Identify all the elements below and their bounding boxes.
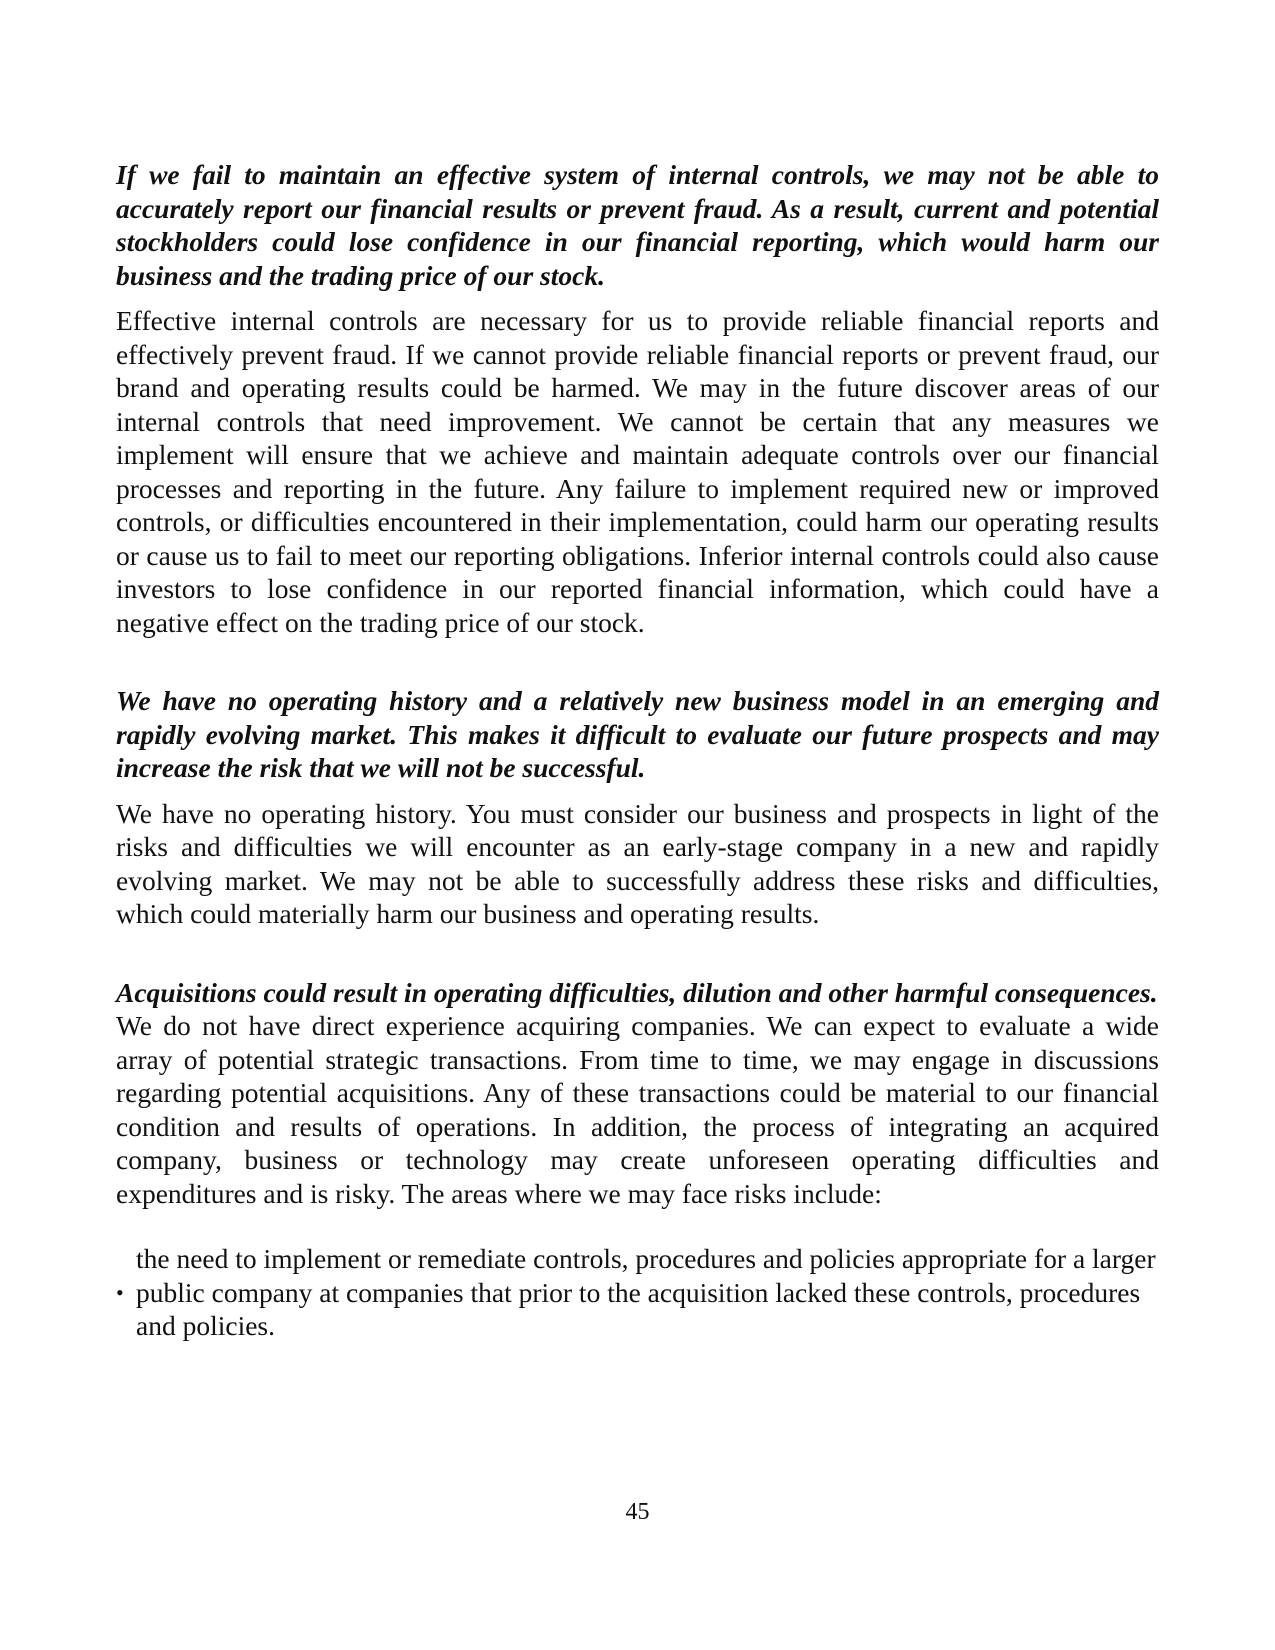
list-item xyxy=(116,1242,1159,1343)
page-number: 45 xyxy=(625,1499,650,1525)
section-heading: We have no operating history and a relatively new business model in an emerging and rapidly evolving market. This makes it difficult to evaluate our future prospects and may increase the risk that we will not be successful. xyxy=(116,685,1159,783)
section-body: Effective internal controls are necessary for us to provide reliable financial reports and effectively prevent fraud. If we cannot provide reliable financial reports or prevent fraud, our brand and operating results could be harmed. We may in the future discover areas of our internal controls that need improvement. We cannot be certain that any measures we implement will ensure that we achieve and maintain adequate controls over our financial processes and reporting in the future. Any failure to implement required new or improved controls, or difficulties encountered in their implementation, could harm our operating results or cause us to fail to meet our reporting obligations. Inferior internal controls could also cause investors to lose confidence in our reported financial information, which could have a negative effect on the trading price of our stock. xyxy=(116,305,1159,638)
risk-factor-acquisitions xyxy=(116,976,1159,1343)
section-body: We have no operating history. You must consider our business and prospects in light of the risks and difficulties we will encounter as an early-stage company in a new and rapidly evolving market. We may not be able to successfully address these risks and difficulties, which could materially harm our business and operating results. xyxy=(116,797,1159,929)
list-item-text: the need to implement or remediate controls, procedures and policies appropriate for a larger public company at companies that prior to the acquisition lacked these controls, procedures and policies. xyxy=(136,1243,1156,1341)
section-heading: If we fail to maintain an effective system of internal controls, we may not be able to accurately report our financial results or prevent fraud. As a result, current and potential stockholders could lose confidence in our financial reporting, which would harm our business and the trading price of our stock. xyxy=(116,159,1159,291)
section-heading: Acquisitions could result in operating difficulties, dilution and other harmful consequences. xyxy=(116,976,1158,1008)
risk-bullet-list xyxy=(116,1242,1159,1343)
risk-factor-internal-controls xyxy=(116,158,1159,639)
risk-factor-operating-history xyxy=(116,684,1159,931)
bullet-icon: • xyxy=(116,1279,124,1305)
document-page xyxy=(116,158,1159,1343)
section-body: We do not have direct experience acquiring companies. We can expect to evaluate a wide array of potential strategic transactions. From time to time, we may engage in discussions regarding potential acquisitions. Any of these transactions could be material to our financial condition and results of operations. In addition, the process of integrating an acquired company, business or technology may create unforeseen operating difficulties and expenditures and is risky. The areas where we may face risks include: xyxy=(116,1010,1159,1209)
